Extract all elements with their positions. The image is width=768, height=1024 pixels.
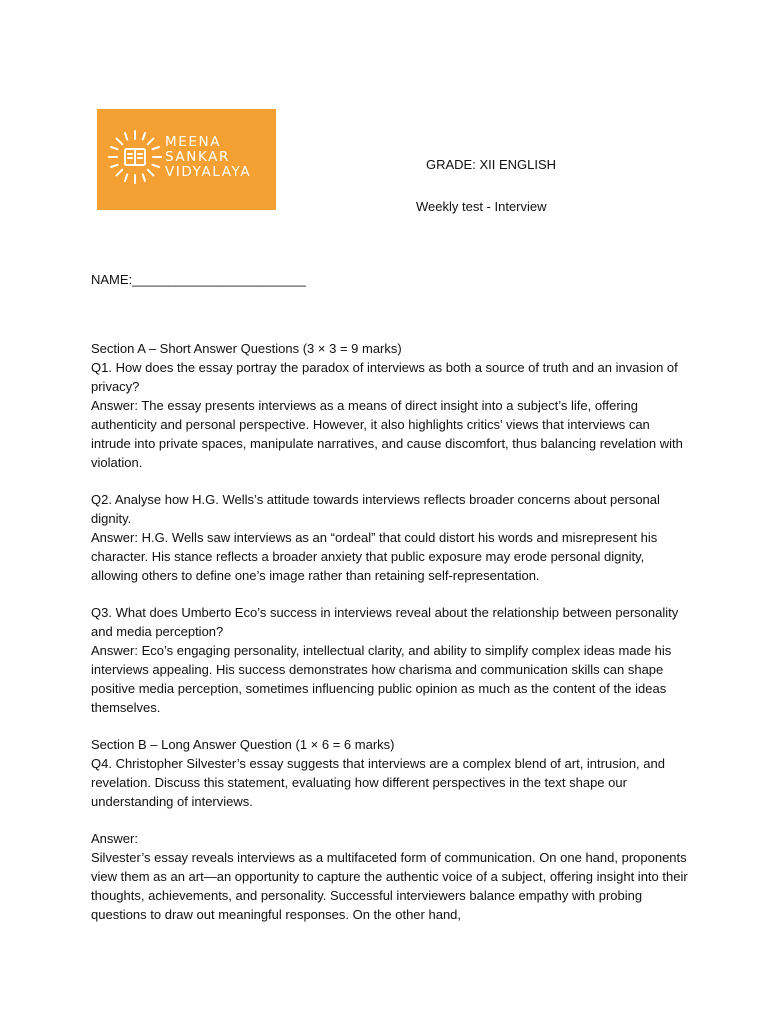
spacer: [91, 472, 691, 490]
answer-4-label: Answer:: [91, 831, 138, 846]
question-3: Q3. What does Umberto Eco’s success in interviews reveal about the relationship between personality and media perception?: [91, 605, 679, 639]
section-a-heading: Section A – Short Answer Questions (3 × 3 = 9 marks): [91, 341, 402, 356]
logo-wordmark: [165, 135, 251, 180]
sunburst-emblem-icon: [103, 125, 167, 189]
question-2: Q2. Analyse how H.G. Wells’s attitude towards interviews reflects broader concerns about personal dignity.: [91, 492, 660, 526]
grade-label: GRADE: XII ENGLISH: [426, 157, 557, 172]
question-4: Q4. Christopher Silvester’s essay suggests that interviews are a complex blend of art, intrusion, and revelation. Discuss this statement, evaluating how different perspectives in the text shape our understanding of interviews.: [91, 756, 665, 809]
spacer: [91, 717, 691, 735]
logo-line-1: MEENA: [165, 134, 222, 150]
spacer: [91, 811, 691, 829]
logo-line-2: SANKAR: [165, 149, 230, 165]
answer-4: Silvester’s essay reveals interviews as a multifaceted form of communication. On one hand, proponents view them as an art—an opportunity to capture the authentic voice of a subject, offering insight into their thoughts, achievements, and personality. Successful interviewers balance empathy with probing questions to draw out meaningful responses. On the other hand,: [91, 850, 688, 922]
test-content: [91, 339, 691, 924]
question-1: Q1. How does the essay portray the paradox of interviews as both a source of truth and an invasion of privacy?: [91, 360, 678, 394]
answer-1: Answer: The essay presents interviews as a means of direct insight into a subject’s life, offering authenticity and personal perspective. However, it also highlights critics’ views that interviews can intrude into private spaces, manipulate narratives, and cause discomfort, thus balancing revelation with violation.: [91, 398, 683, 470]
logo-line-3: VIDYALAYA: [165, 164, 252, 180]
section-b-heading: Section B – Long Answer Question (1 × 6 = 6 marks): [91, 737, 395, 752]
answer-3: Answer: Eco’s engaging personality, intellectual clarity, and ability to simplify complex ideas made his interviews appealing. His success demonstrates how charisma and communication skills can shape positive media perception, sometimes influencing public opinion as much as the content of the ideas themselves.: [91, 643, 672, 715]
test-title: Weekly test - Interview: [416, 199, 547, 214]
name-field: NAME:________________________: [91, 272, 306, 287]
answer-2: Answer: H.G. Wells saw interviews as an “ordeal” that could distort his words and misrepresent his character. His stance reflects a broader anxiety that public exposure may erode personal dignity, allowing others to define one’s image rather than retaining self-representation.: [91, 530, 658, 583]
school-logo: [97, 109, 276, 210]
spacer: [91, 585, 691, 603]
